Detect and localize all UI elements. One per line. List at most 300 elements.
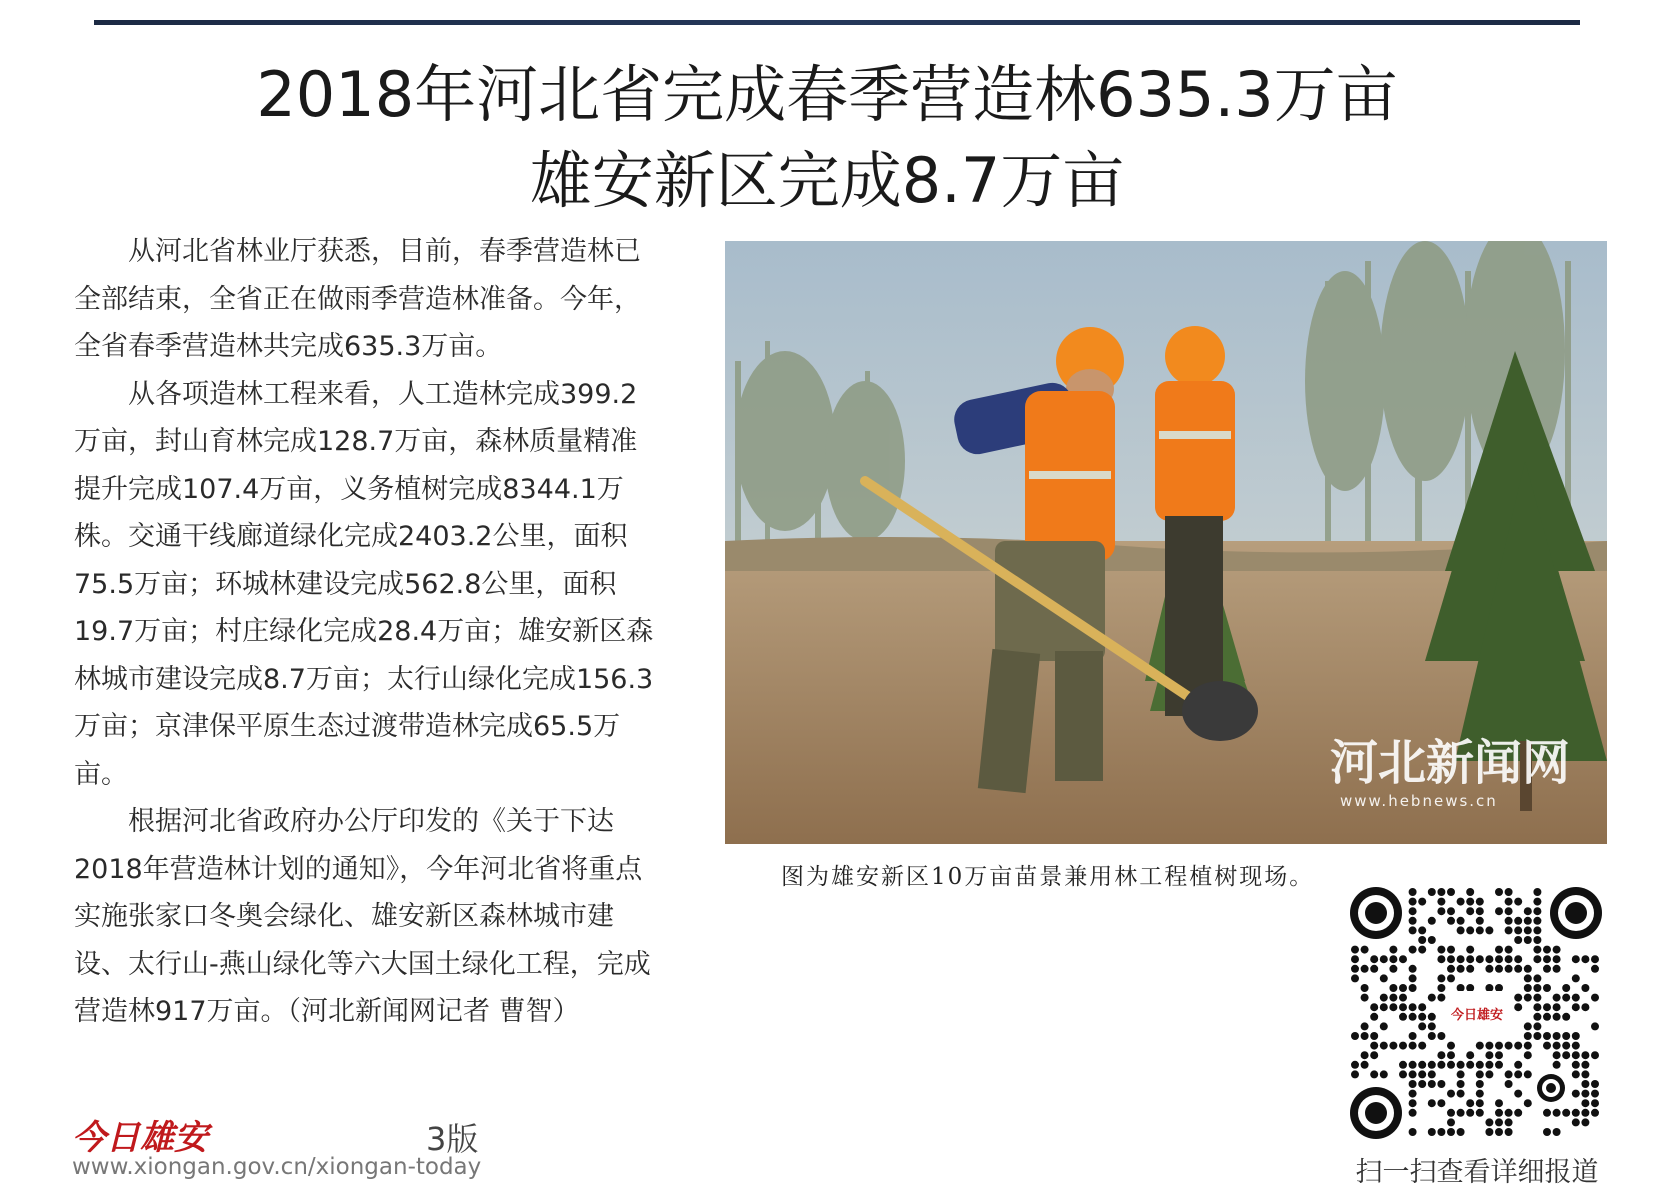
qr-module — [1591, 1051, 1599, 1059]
qr-module — [1524, 1042, 1532, 1050]
qr-module — [1476, 1109, 1484, 1117]
qr-module — [1466, 965, 1474, 973]
watermark-title: 河北新闻网 — [1330, 735, 1571, 791]
qr-module — [1399, 1070, 1407, 1078]
qr-module — [1591, 994, 1599, 1002]
qr-module — [1476, 907, 1484, 915]
qr-module — [1524, 994, 1532, 1002]
qr-module — [1447, 1042, 1455, 1050]
qr-module — [1543, 955, 1551, 963]
qr-module — [1572, 1061, 1580, 1069]
qr-module — [1409, 1070, 1417, 1078]
qr-module — [1437, 1099, 1445, 1107]
qr-module — [1418, 1070, 1426, 1078]
qr-module — [1447, 1109, 1455, 1117]
qr-module — [1524, 1070, 1532, 1078]
qr-module — [1591, 965, 1599, 973]
qr-module — [1457, 1090, 1465, 1098]
qr-module — [1572, 974, 1580, 982]
qr-module — [1370, 1003, 1378, 1011]
qr-module — [1524, 926, 1532, 934]
qr-module — [1495, 1128, 1503, 1136]
qr-module — [1514, 955, 1522, 963]
qr-module — [1380, 955, 1388, 963]
qr-module — [1447, 1061, 1455, 1069]
watermark-url: www.hebnews.cn — [1340, 792, 1498, 810]
qr-module — [1457, 1080, 1465, 1088]
article-paragraph: 根据河北省政府办公厅印发的《关于下达2018年营造林计划的通知》，今年河北省将重点实施张家口冬奥会绿化、雄安新区森林城市建设、太行山-燕山绿化等六大国土绿化工程，完成营造林917万亩。（河北新闻网记者 曹智） — [74, 806, 651, 1027]
qr-module — [1361, 965, 1369, 973]
qr-module — [1543, 1032, 1551, 1040]
qr-module — [1399, 1013, 1407, 1021]
qr-module — [1485, 926, 1493, 934]
qr-module — [1581, 955, 1589, 963]
qr-module — [1543, 1003, 1551, 1011]
qr-module — [1581, 1099, 1589, 1107]
qr-module — [1495, 955, 1503, 963]
qr-module — [1524, 1032, 1532, 1040]
qr-module — [1361, 1022, 1369, 1030]
qr-module — [1466, 898, 1474, 906]
qr-module — [1437, 955, 1445, 963]
qr-module — [1591, 955, 1599, 963]
qr-module — [1447, 1128, 1455, 1136]
qr-module — [1572, 1042, 1580, 1050]
qr-module — [1418, 1080, 1426, 1088]
qr-module — [1514, 1003, 1522, 1011]
qr-module — [1447, 1118, 1455, 1126]
qr-module — [1370, 955, 1378, 963]
qr-module — [1524, 984, 1532, 992]
qr-module — [1389, 955, 1397, 963]
qr-module — [1409, 1032, 1417, 1040]
qr-module — [1533, 974, 1541, 982]
qr-module — [1447, 965, 1455, 973]
qr-module — [1514, 898, 1522, 906]
qr-module — [1389, 965, 1397, 973]
qr-module — [1418, 898, 1426, 906]
qr-module — [1591, 1090, 1599, 1098]
qr-module — [1428, 936, 1436, 944]
qr-module — [1533, 946, 1541, 954]
qr-module — [1466, 907, 1474, 915]
qr-module — [1505, 1128, 1513, 1136]
qr-module — [1428, 1013, 1436, 1021]
qr-module — [1428, 1128, 1436, 1136]
qr-module — [1409, 1061, 1417, 1069]
qr-module — [1553, 955, 1561, 963]
footer-page-number: 3版 — [426, 1120, 479, 1158]
top-rule — [94, 20, 1580, 25]
qr-module — [1370, 1070, 1378, 1078]
qr-module — [1524, 965, 1532, 973]
qr-module — [1524, 907, 1532, 915]
qr-module — [1572, 1109, 1580, 1117]
qr-module — [1361, 1051, 1369, 1059]
qr-module — [1457, 1109, 1465, 1117]
qr-module — [1505, 1109, 1513, 1117]
qr-module — [1514, 1090, 1522, 1098]
qr-module — [1380, 1070, 1388, 1078]
qr-module — [1581, 1090, 1589, 1098]
qr-module — [1409, 1042, 1417, 1050]
qr-module — [1437, 1032, 1445, 1040]
qr-module — [1572, 1003, 1580, 1011]
qr-module — [1581, 1118, 1589, 1126]
qr-module — [1389, 984, 1397, 992]
qr-module — [1476, 1061, 1484, 1069]
qr-module — [1428, 994, 1436, 1002]
qr-module — [1543, 1042, 1551, 1050]
qr-module — [1428, 888, 1436, 896]
qr-module — [1476, 955, 1484, 963]
qr-module — [1495, 1118, 1503, 1126]
qr-module — [1418, 926, 1426, 934]
qr-module — [1553, 946, 1561, 954]
qr-module — [1437, 1080, 1445, 1088]
qr-module — [1437, 888, 1445, 896]
qr-module — [1457, 1128, 1465, 1136]
qr-module — [1399, 955, 1407, 963]
qr-module — [1380, 1042, 1388, 1050]
qr-module — [1533, 917, 1541, 925]
qr-module — [1581, 1080, 1589, 1088]
qr-module — [1505, 917, 1513, 925]
qr-module — [1399, 994, 1407, 1002]
qr-module — [1457, 917, 1465, 925]
qr-code[interactable] — [1346, 883, 1606, 1143]
footer-brand-logo: 今日雄安 — [72, 1118, 208, 1158]
qr-module — [1553, 1013, 1561, 1021]
qr-module — [1476, 1099, 1484, 1107]
qr-module — [1495, 1061, 1503, 1069]
qr-module — [1409, 1013, 1417, 1021]
qr-module — [1543, 984, 1551, 992]
qr-module — [1533, 955, 1541, 963]
qr-module — [1495, 907, 1503, 915]
qr-module — [1466, 1109, 1474, 1117]
qr-module — [1505, 965, 1513, 973]
article-paragraph: 从河北省林业厅获悉，目前，春季营造林已全部结束，全省正在做雨季营造林准备。今年，全省春季营造林共完成635.3万亩。 — [74, 236, 641, 362]
qr-module — [1399, 1042, 1407, 1050]
qr-module — [1409, 926, 1417, 934]
qr-module — [1514, 917, 1522, 925]
qr-module — [1437, 907, 1445, 915]
qr-module — [1409, 888, 1417, 896]
qr-module — [1553, 1109, 1561, 1117]
qr-module — [1591, 1099, 1599, 1107]
qr-module — [1409, 907, 1417, 915]
article-body — [74, 228, 656, 1036]
qr-module — [1572, 1032, 1580, 1040]
qr-module — [1447, 946, 1455, 954]
qr-module — [1437, 1061, 1445, 1069]
qr-module — [1361, 946, 1369, 954]
qr-module — [1553, 1051, 1561, 1059]
qr-module — [1409, 965, 1417, 973]
qr-module — [1553, 994, 1561, 1002]
qr-module — [1437, 1051, 1445, 1059]
qr-module — [1409, 946, 1417, 954]
qr-module — [1581, 1003, 1589, 1011]
qr-module — [1543, 1109, 1551, 1117]
qr-module — [1409, 984, 1417, 992]
qr-module — [1437, 1128, 1445, 1136]
qr-module — [1572, 1090, 1580, 1098]
qr-module — [1553, 1061, 1561, 1069]
qr-module — [1533, 1013, 1541, 1021]
qr-module — [1514, 1070, 1522, 1078]
qr-module — [1505, 955, 1513, 963]
qr-module — [1562, 1032, 1570, 1040]
qr-module — [1505, 898, 1513, 906]
qr-module — [1495, 965, 1503, 973]
qr-module — [1409, 1090, 1417, 1098]
qr-module — [1533, 926, 1541, 934]
qr-module — [1533, 888, 1541, 896]
qr-module — [1514, 1061, 1522, 1069]
qr-module — [1466, 1099, 1474, 1107]
qr-module — [1409, 974, 1417, 982]
qr-module — [1428, 1022, 1436, 1030]
qr-module — [1514, 936, 1522, 944]
qr-module — [1466, 1051, 1474, 1059]
qr-module — [1562, 1109, 1570, 1117]
qr-module — [1495, 946, 1503, 954]
qr-module — [1409, 1080, 1417, 1088]
qr-module — [1409, 1099, 1417, 1107]
qr-module — [1428, 1080, 1436, 1088]
qr-module — [1524, 936, 1532, 944]
qr-module — [1514, 965, 1522, 973]
qr-module — [1505, 1042, 1513, 1050]
qr-module — [1399, 1003, 1407, 1011]
qr-finder-bottom-left — [1350, 1087, 1402, 1139]
qr-module — [1351, 965, 1359, 973]
qr-module — [1533, 994, 1541, 1002]
qr-module — [1572, 1118, 1580, 1126]
qr-module — [1437, 984, 1445, 992]
qr-module — [1409, 1128, 1417, 1136]
qr-finder-top-left — [1350, 887, 1402, 939]
qr-module — [1476, 1080, 1484, 1088]
qr-module — [1370, 1032, 1378, 1040]
qr-module — [1361, 1061, 1369, 1069]
qr-module — [1418, 1013, 1426, 1021]
qr-module — [1351, 1070, 1359, 1078]
qr-module — [1437, 974, 1445, 982]
qr-module — [1389, 994, 1397, 1002]
qr-module — [1457, 955, 1465, 963]
headline-line-2: 雄安新区完成8.7万亩 — [529, 144, 1125, 217]
qr-module — [1476, 898, 1484, 906]
qr-module — [1437, 946, 1445, 954]
qr-module — [1485, 1042, 1493, 1050]
qr-module — [1572, 955, 1580, 963]
qr-module — [1418, 1003, 1426, 1011]
qr-module — [1428, 1061, 1436, 1069]
qr-module — [1524, 917, 1532, 925]
news-photo — [725, 241, 1607, 844]
qr-module — [1505, 1080, 1513, 1088]
qr-module — [1418, 936, 1426, 944]
qr-module — [1466, 888, 1474, 896]
qr-module — [1505, 907, 1513, 915]
qr-finder-top-right — [1550, 887, 1602, 939]
qr-module — [1591, 1022, 1599, 1030]
qr-module — [1485, 1061, 1493, 1069]
qr-module — [1476, 926, 1484, 934]
qr-module — [1361, 984, 1369, 992]
qr-module — [1591, 1109, 1599, 1117]
qr-module — [1543, 946, 1551, 954]
qr-module — [1466, 1061, 1474, 1069]
qr-module — [1428, 1099, 1436, 1107]
qr-module — [1351, 1032, 1359, 1040]
qr-module — [1351, 1061, 1359, 1069]
qr-module — [1418, 1042, 1426, 1050]
qr-module — [1380, 1022, 1388, 1030]
qr-module — [1505, 1118, 1513, 1126]
qr-module — [1428, 917, 1436, 925]
qr-module — [1553, 965, 1561, 973]
qr-module — [1351, 974, 1359, 982]
qr-module — [1447, 917, 1455, 925]
qr-module — [1457, 926, 1465, 934]
qr-module — [1524, 1099, 1532, 1107]
qr-module — [1380, 1003, 1388, 1011]
qr-module — [1495, 1051, 1503, 1059]
qr-module — [1476, 1090, 1484, 1098]
qr-module — [1351, 955, 1359, 963]
qr-module — [1476, 1042, 1484, 1050]
qr-module — [1409, 1109, 1417, 1117]
qr-module — [1533, 898, 1541, 906]
qr-module — [1581, 1061, 1589, 1069]
qr-module — [1495, 1099, 1503, 1107]
qr-module — [1581, 984, 1589, 992]
qr-module — [1495, 984, 1503, 992]
qr-module — [1514, 994, 1522, 1002]
footer-url[interactable]: www.xiongan.gov.cn/xiongan-today — [72, 1154, 482, 1180]
headline — [0, 52, 1654, 224]
qr-module — [1495, 1042, 1503, 1050]
qr-module — [1447, 1051, 1455, 1059]
qr-module — [1447, 907, 1455, 915]
qr-module — [1370, 1051, 1378, 1059]
qr-module — [1476, 917, 1484, 925]
qr-module — [1428, 1032, 1436, 1040]
qr-module — [1409, 898, 1417, 906]
qr-module — [1533, 936, 1541, 944]
qr-module — [1370, 965, 1378, 973]
qr-module — [1485, 955, 1493, 963]
qr-module — [1476, 1070, 1484, 1078]
qr-module — [1572, 1051, 1580, 1059]
qr-module — [1562, 994, 1570, 1002]
qr-module — [1418, 1022, 1426, 1030]
qr-module — [1409, 917, 1417, 925]
qr-module — [1380, 994, 1388, 1002]
qr-module — [1361, 994, 1369, 1002]
qr-module — [1437, 898, 1445, 906]
qr-module — [1447, 974, 1455, 982]
qr-module — [1447, 955, 1455, 963]
qr-module — [1485, 1128, 1493, 1136]
qr-module — [1553, 1128, 1561, 1136]
qr-module — [1447, 888, 1455, 896]
qr-alignment — [1537, 1074, 1565, 1102]
qr-module — [1370, 1042, 1378, 1050]
qr-module — [1562, 1042, 1570, 1050]
qr-module — [1495, 888, 1503, 896]
qr-module — [1466, 946, 1474, 954]
qr-module — [1553, 1032, 1561, 1040]
qr-module — [1485, 984, 1493, 992]
qr-module — [1553, 1003, 1561, 1011]
qr-module — [1572, 1070, 1580, 1078]
qr-module — [1543, 1013, 1551, 1021]
qr-module — [1524, 1051, 1532, 1059]
qr-module — [1505, 888, 1513, 896]
qr-module — [1370, 1013, 1378, 1021]
qr-module — [1505, 946, 1513, 954]
qr-module — [1457, 1070, 1465, 1078]
qr-module — [1466, 955, 1474, 963]
qr-module — [1553, 1042, 1561, 1050]
qr-module — [1581, 1070, 1589, 1078]
qr-module — [1351, 946, 1359, 954]
qr-module — [1533, 984, 1541, 992]
qr-module — [1457, 1061, 1465, 1069]
qr-module — [1399, 1061, 1407, 1069]
qr-module — [1495, 1109, 1503, 1117]
qr-module — [1447, 1090, 1455, 1098]
qr-label: 扫一扫查看详细报道 — [1355, 1157, 1599, 1188]
qr-module — [1543, 965, 1551, 973]
photo-caption: 图为雄安新区10万亩苗景兼用林工程植树现场。 — [781, 864, 1315, 890]
qr-module — [1361, 1032, 1369, 1040]
qr-module — [1437, 994, 1445, 1002]
qr-module — [1466, 926, 1474, 934]
qr-module — [1380, 974, 1388, 982]
qr-module — [1524, 974, 1532, 982]
qr-module — [1389, 946, 1397, 954]
qr-module — [1485, 965, 1493, 973]
qr-module — [1562, 1051, 1570, 1059]
qr-module — [1418, 1061, 1426, 1069]
qr-module — [1399, 984, 1407, 992]
qr-module — [1457, 984, 1465, 992]
qr-module — [1533, 1022, 1541, 1030]
qr-module — [1485, 1051, 1493, 1059]
qr-module — [1409, 1003, 1417, 1011]
qr-module — [1514, 1109, 1522, 1117]
qr-module — [1591, 1080, 1599, 1088]
qr-module — [1533, 1003, 1541, 1011]
qr-module — [1581, 1051, 1589, 1059]
qr-module — [1514, 1042, 1522, 1050]
qr-module — [1389, 1003, 1397, 1011]
qr-module — [1514, 926, 1522, 934]
qr-module — [1466, 984, 1474, 992]
qr-module — [1418, 946, 1426, 954]
qr-module — [1524, 1022, 1532, 1030]
qr-module — [1543, 1128, 1551, 1136]
qr-module — [1533, 907, 1541, 915]
qr-module — [1485, 1070, 1493, 1078]
headline-line-1: 2018年河北省完成春季营造林635.3万亩 — [256, 58, 1398, 131]
